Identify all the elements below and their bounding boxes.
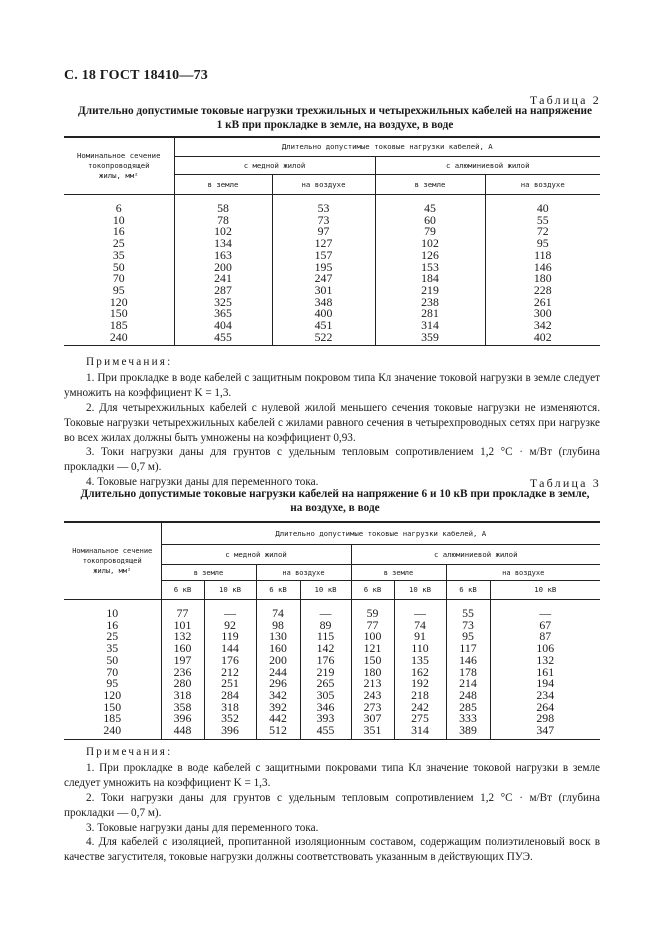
table-cell-value: 87 bbox=[539, 629, 552, 644]
table-cell-value: 102 bbox=[375, 238, 485, 250]
table-cell-value: 280 bbox=[161, 678, 204, 690]
table-cell-section: 10 bbox=[64, 608, 161, 620]
table-cell-value: 161 bbox=[536, 664, 555, 679]
table3-col-aluminum: с алюминиевой жилой bbox=[351, 545, 600, 565]
table-cell-value: 67 bbox=[539, 617, 552, 632]
table-cell-value: 74 bbox=[256, 608, 300, 620]
table-cell-value: 110 bbox=[394, 643, 446, 655]
table3-col-air-cu: на воздухе bbox=[256, 565, 351, 581]
table-cell-value: 318 bbox=[161, 690, 204, 702]
notes-table2-item-4: 4. Токовые нагрузки даны для переменного тока. bbox=[86, 476, 319, 489]
table-cell-value: 348 bbox=[272, 297, 375, 309]
table-cell-value: 160 bbox=[161, 643, 204, 655]
table-cell-value: 212 bbox=[204, 667, 256, 679]
table-cell-value: 512 bbox=[256, 725, 300, 739]
table2-header bbox=[64, 137, 600, 203]
table2 bbox=[64, 136, 600, 346]
table-cell-value: 242 bbox=[394, 702, 446, 714]
table-cell-value: 248 bbox=[446, 690, 490, 702]
notes-table3-item-1: 1. При прокладке в воде кабелей с защитными покровами типа Кл значение токовой нагрузки в земле следует умножить на коэффициент K = 1,3. bbox=[64, 761, 600, 789]
table2-col-section: Номинальное сечение токопроводящей жилы, мм² bbox=[64, 137, 174, 195]
table-cell-value: 359 bbox=[375, 332, 485, 346]
table3-label: Таблица 3 bbox=[529, 476, 601, 490]
table-cell-value: 146 bbox=[533, 259, 552, 274]
table-cell-value: 214 bbox=[446, 678, 490, 690]
table-cell-section: 16 bbox=[64, 620, 161, 632]
table-cell-value: 55 bbox=[446, 608, 490, 620]
table-cell-section: 95 bbox=[64, 678, 161, 690]
table-cell-value: 247 bbox=[272, 273, 375, 285]
table-cell-value: 127 bbox=[272, 238, 375, 250]
table-cell-value: 180 bbox=[351, 667, 394, 679]
table-row bbox=[64, 332, 600, 346]
table-cell-value: 130 bbox=[256, 631, 300, 643]
table3-col-6kv: 6 кВ bbox=[446, 581, 490, 600]
table-cell-value: 118 bbox=[534, 247, 552, 262]
table-cell-value: 333 bbox=[446, 713, 490, 725]
table-cell-value: — bbox=[539, 606, 552, 620]
table3-col-air-al: на воздухе bbox=[446, 565, 600, 581]
table-cell-value: 251 bbox=[204, 678, 256, 690]
table-cell-value: 347 bbox=[536, 723, 555, 738]
table-cell-value: 365 bbox=[174, 308, 272, 320]
table2-title-line2: 1 кВ при прокладке в земле, на воздухе, в воде bbox=[216, 119, 454, 131]
table-cell-value: 194 bbox=[536, 676, 555, 691]
table-cell-value: 305 bbox=[300, 690, 351, 702]
table-cell-value: 77 bbox=[161, 608, 204, 620]
table-cell-value: 163 bbox=[174, 250, 272, 262]
table-row bbox=[64, 238, 600, 250]
table3-col-section: Номинальное сечение токопроводящей жилы, мм² bbox=[64, 522, 161, 600]
table-row bbox=[64, 725, 600, 739]
table-row bbox=[64, 285, 600, 297]
table-cell-value: 132 bbox=[161, 631, 204, 643]
table-row bbox=[64, 215, 600, 227]
table2-col-ground-al: в земле bbox=[375, 175, 485, 195]
table-cell-value: 115 bbox=[300, 631, 351, 643]
table-cell-value: 58 bbox=[174, 203, 272, 215]
table-cell-value: 218 bbox=[394, 690, 446, 702]
table-cell-value: 228 bbox=[533, 282, 552, 297]
table-cell-value: 77 bbox=[351, 620, 394, 632]
table3-col-loads: Длительно допустимые токовые нагрузки кабелей, А bbox=[161, 522, 600, 545]
table-cell-value: 101 bbox=[161, 620, 204, 632]
table3-col-10kv: 10 кВ bbox=[490, 581, 600, 600]
table-cell-section: 70 bbox=[64, 273, 174, 285]
table-cell-section: 16 bbox=[64, 226, 174, 238]
table-cell-value: 402 bbox=[533, 329, 552, 344]
table-cell-value: 352 bbox=[204, 713, 256, 725]
table-cell-value: 98 bbox=[256, 620, 300, 632]
table-cell-value: 132 bbox=[536, 652, 555, 667]
table-cell-value: 522 bbox=[272, 332, 375, 346]
table-cell-section: 240 bbox=[64, 725, 161, 739]
table-row bbox=[64, 203, 600, 215]
table-cell-value: 314 bbox=[394, 725, 446, 739]
table-cell-value: 273 bbox=[351, 702, 394, 714]
table-cell-value: 142 bbox=[300, 643, 351, 655]
table3-col-10kv: 10 кВ bbox=[394, 581, 446, 600]
table3-col-copper: с медной жилой bbox=[161, 545, 351, 565]
table-cell-value: 45 bbox=[375, 203, 485, 215]
table-cell-value: 358 bbox=[161, 702, 204, 714]
table-cell-value: 78 bbox=[174, 215, 272, 227]
table-cell-value: 150 bbox=[351, 655, 394, 667]
notes-table3 bbox=[64, 745, 600, 865]
table-cell-value: 157 bbox=[272, 250, 375, 262]
table-cell-value: 219 bbox=[300, 667, 351, 679]
table-cell-value: 213 bbox=[351, 678, 394, 690]
table3-col-6kv: 6 кВ bbox=[161, 581, 204, 600]
table-cell-value: 73 bbox=[446, 620, 490, 632]
table-cell-value: 314 bbox=[375, 320, 485, 332]
table-cell-value: 393 bbox=[300, 713, 351, 725]
table-row bbox=[64, 226, 600, 238]
table3-header bbox=[64, 522, 600, 608]
table-cell-section: 120 bbox=[64, 297, 174, 309]
table-cell-value: 144 bbox=[204, 643, 256, 655]
notes-table3-item-2: 2. Токи нагрузки даны для грунтов с удельным тепловым сопротивлением 1,2 °С · м/Вт (глубина прокладки — 0,7 м). bbox=[64, 791, 600, 819]
table-cell-value: 351 bbox=[351, 725, 394, 739]
table-cell-section: 185 bbox=[64, 320, 174, 332]
page-header: С. 18 ГОСТ 18410—73 bbox=[64, 68, 208, 83]
table-cell-value: — bbox=[394, 608, 446, 620]
table-cell-value: 126 bbox=[375, 250, 485, 262]
table-cell-value: 300 bbox=[533, 306, 552, 321]
table3-col-ground-al: в земле bbox=[351, 565, 446, 581]
table3 bbox=[64, 521, 600, 740]
table2-title-line1: Длительно допустимые токовые нагрузки трехжильных и четырехжильных кабелей на напряжение bbox=[77, 105, 593, 117]
table-row bbox=[64, 250, 600, 262]
notes-table3-item-3: 3. Токовые нагрузки даны для переменного тока. bbox=[86, 821, 319, 834]
table-cell-value: 275 bbox=[394, 713, 446, 725]
table-cell-value: 160 bbox=[256, 643, 300, 655]
table-cell-value: 195 bbox=[272, 262, 375, 274]
table-cell-value: 396 bbox=[161, 713, 204, 725]
notes-table2-item-3: 3. Токи нагрузки даны для грунтов с удельным тепловым сопротивлением 1,2 °С · м/Вт (глубина прокладки — 0,7 м). bbox=[64, 446, 600, 474]
table-cell-value: — bbox=[300, 608, 351, 620]
table-cell-value: 119 bbox=[204, 631, 256, 643]
table-cell-value: 97 bbox=[272, 226, 375, 238]
table-cell-value: 404 bbox=[174, 320, 272, 332]
table2-col-air-cu: на воздухе bbox=[272, 175, 375, 195]
table-cell-value: — bbox=[204, 608, 256, 620]
table-cell-section: 50 bbox=[64, 655, 161, 667]
table-cell-value: 281 bbox=[375, 308, 485, 320]
table-cell-section: 120 bbox=[64, 690, 161, 702]
notes-table3-title: Примечания: bbox=[86, 746, 173, 758]
table-cell-value: 106 bbox=[536, 641, 555, 656]
table3-title-line1: Длительно допустимые токовые нагрузки кабелей на напряжение 6 и 10 кВ при прокладке в земле, bbox=[80, 488, 590, 500]
table2-col-loads: Длительно допустимые токовые нагрузки кабелей, А bbox=[174, 137, 600, 157]
table3-col-10kv: 10 кВ bbox=[300, 581, 351, 600]
table-cell-value: 89 bbox=[300, 620, 351, 632]
notes-table2-item-2: 2. Для четырехжильных кабелей с нулевой жилой меньшего сечения токовые нагрузки не изменяются. Токовые нагрузки четырехжильных кабелей с жилами равного сечения в четырехпроводных сетях при нагрузке во всех жилах должны быть умножены на коэффициент 0,93. bbox=[64, 401, 600, 444]
table-cell-section: 240 bbox=[64, 332, 174, 346]
table-cell-value: 117 bbox=[446, 643, 490, 655]
table-cell-value: 318 bbox=[204, 702, 256, 714]
table-cell-value: 79 bbox=[375, 226, 485, 238]
table-cell-section: 70 bbox=[64, 667, 161, 679]
table3-col-6kv: 6 кВ bbox=[351, 581, 394, 600]
table-cell-value: 442 bbox=[256, 713, 300, 725]
table-cell-value: 301 bbox=[272, 285, 375, 297]
table-cell-value: 287 bbox=[174, 285, 272, 297]
table-cell-value: 396 bbox=[204, 725, 256, 739]
table-cell-section: 10 bbox=[64, 215, 174, 227]
table2-col-ground-cu: в земле bbox=[174, 175, 272, 195]
table-cell-value: 95 bbox=[446, 631, 490, 643]
table-row bbox=[64, 262, 600, 274]
table-cell-section: 150 bbox=[64, 308, 174, 320]
table-cell-value: 325 bbox=[174, 297, 272, 309]
table-row bbox=[64, 297, 600, 309]
table-cell-value: 219 bbox=[375, 285, 485, 297]
table-cell-section: 50 bbox=[64, 262, 174, 274]
table-cell-value: 307 bbox=[351, 713, 394, 725]
table-cell-value: 134 bbox=[174, 238, 272, 250]
table-cell-value: 60 bbox=[375, 215, 485, 227]
table-row bbox=[64, 273, 600, 285]
table-cell-value: 346 bbox=[300, 702, 351, 714]
table-cell-value: 121 bbox=[351, 643, 394, 655]
table-cell-value: 100 bbox=[351, 631, 394, 643]
table2-col-aluminum: с алюминиевой жилой bbox=[375, 157, 600, 175]
table-cell-section: 35 bbox=[64, 643, 161, 655]
table-cell-value: 241 bbox=[174, 273, 272, 285]
table-cell-section: 6 bbox=[64, 203, 174, 215]
table-cell-value: 234 bbox=[536, 687, 555, 702]
table-row bbox=[64, 308, 600, 320]
table-cell-section: 25 bbox=[64, 631, 161, 643]
table-cell-value: 153 bbox=[375, 262, 485, 274]
table-cell-value: 342 bbox=[256, 690, 300, 702]
table-cell-value: 392 bbox=[256, 702, 300, 714]
notes-table2-title: Примечания: bbox=[86, 356, 173, 368]
table2-body bbox=[64, 203, 600, 346]
notes-table2 bbox=[64, 355, 600, 490]
table-cell-value: 197 bbox=[161, 655, 204, 667]
table-cell-value: 162 bbox=[394, 667, 446, 679]
table-cell-section: 185 bbox=[64, 713, 161, 725]
table-cell-value: 455 bbox=[174, 332, 272, 346]
table2-col-air-al: на воздухе bbox=[485, 175, 600, 195]
table3-col-10kv: 10 кВ bbox=[204, 581, 256, 600]
table-cell-value: 264 bbox=[536, 699, 555, 714]
table-cell-value: 200 bbox=[174, 262, 272, 274]
table-cell-value: 243 bbox=[351, 690, 394, 702]
table-cell-section: 95 bbox=[64, 285, 174, 297]
table-cell-value: 180 bbox=[533, 271, 552, 286]
table-cell-value: 284 bbox=[204, 690, 256, 702]
table-cell-value: 92 bbox=[204, 620, 256, 632]
table-cell-value: 389 bbox=[446, 725, 490, 739]
table-cell-value: 176 bbox=[204, 655, 256, 667]
table-cell-value: 59 bbox=[351, 608, 394, 620]
table2-title bbox=[70, 104, 600, 132]
table-cell-value: 74 bbox=[394, 620, 446, 632]
table-cell-value: 244 bbox=[256, 667, 300, 679]
table-cell-value: 55 bbox=[536, 212, 549, 227]
table-cell-value: 95 bbox=[536, 236, 549, 251]
table-cell-value: 342 bbox=[533, 318, 552, 333]
table3-col-ground-cu: в земле bbox=[161, 565, 256, 581]
table-cell-value: 448 bbox=[161, 725, 204, 739]
table-cell-value: 40 bbox=[536, 201, 549, 215]
table3-col-6kv: 6 кВ bbox=[256, 581, 300, 600]
table3-body bbox=[64, 608, 600, 739]
table-cell-value: 192 bbox=[394, 678, 446, 690]
table-cell-section: 35 bbox=[64, 250, 174, 262]
table-row bbox=[64, 320, 600, 332]
table-cell-value: 146 bbox=[446, 655, 490, 667]
table-cell-value: 72 bbox=[536, 224, 549, 239]
table-row bbox=[64, 608, 600, 620]
table-cell-section: 150 bbox=[64, 702, 161, 714]
table3-title-line2: на воздухе, в воде bbox=[290, 502, 380, 514]
notes-table3-item-4: 4. Для кабелей с изоляцией, пропитанной изоляционным составом, содержащим полиэтиленовый воск в качестве загустителя, токовые нагрузки должны соответствовать указанным в действующих ПУЭ. bbox=[64, 836, 600, 864]
table-cell-value: 176 bbox=[300, 655, 351, 667]
table3-title bbox=[70, 487, 600, 515]
table2-label: Таблица 2 bbox=[529, 93, 601, 107]
table-cell-value: 102 bbox=[174, 226, 272, 238]
table-cell-value: 135 bbox=[394, 655, 446, 667]
table2-col-copper: с медной жилой bbox=[174, 157, 375, 175]
table-cell-value: 178 bbox=[446, 667, 490, 679]
table-cell-value: 238 bbox=[375, 297, 485, 309]
table-cell-value: 455 bbox=[300, 725, 351, 739]
table-cell-value: 298 bbox=[536, 711, 555, 726]
table-cell-value: 265 bbox=[300, 678, 351, 690]
table-cell-value: 285 bbox=[446, 702, 490, 714]
table-cell-section: 25 bbox=[64, 238, 174, 250]
table-cell-value: 73 bbox=[272, 215, 375, 227]
table-cell-value: 184 bbox=[375, 273, 485, 285]
table-cell-value: 53 bbox=[272, 203, 375, 215]
table-cell-value: 451 bbox=[272, 320, 375, 332]
table-cell-value: 261 bbox=[533, 294, 552, 309]
table-cell-value: 200 bbox=[256, 655, 300, 667]
table-cell-value: 91 bbox=[394, 631, 446, 643]
notes-table2-item-1: 1. При прокладке в воде кабелей с защитным покровом типа Кл значение токовой нагрузки в земле следует умножить на коэффициент K = 1,3. bbox=[64, 371, 600, 399]
table-cell-value: 236 bbox=[161, 667, 204, 679]
table-cell-value: 400 bbox=[272, 308, 375, 320]
table-cell-value: 296 bbox=[256, 678, 300, 690]
